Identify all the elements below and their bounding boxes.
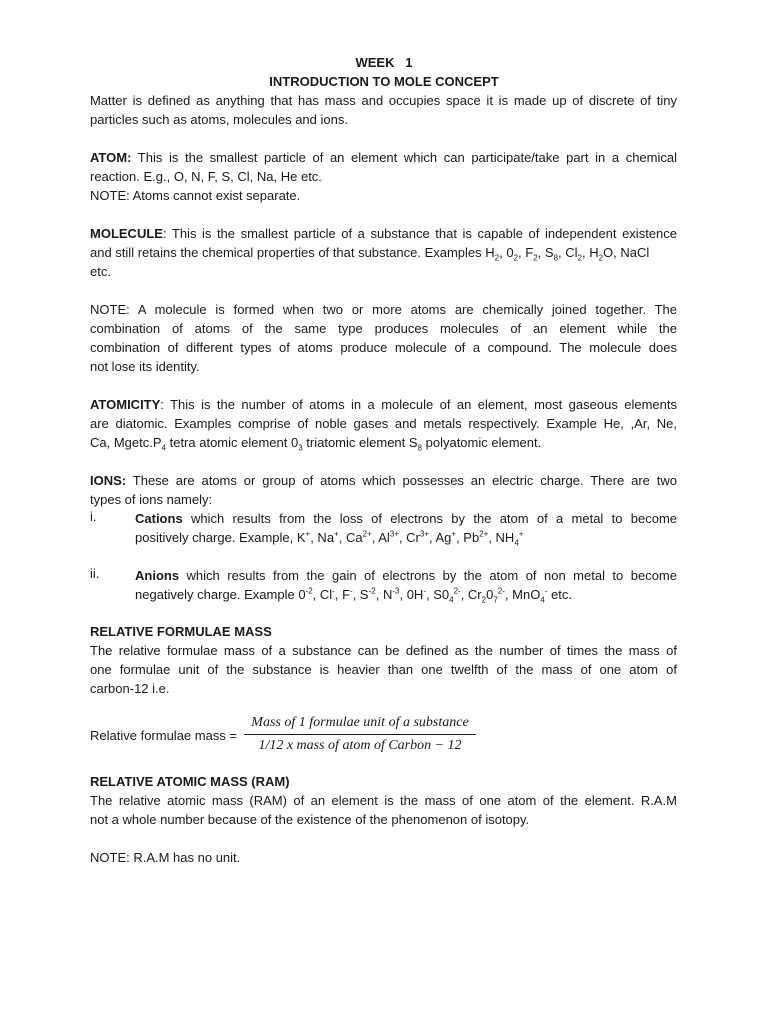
anions-line-2 <box>135 585 677 604</box>
molecule-line-1 <box>90 224 677 243</box>
subscript: 2 <box>577 253 582 263</box>
formula-part: , 0H <box>399 587 424 602</box>
atomicity-text: : This is the number of atoms in a molecule of an element, most gaseous elements <box>160 397 677 412</box>
ram-line-1: The relative atomic mass (RAM) of an element is the mass of one atom of the element. R.A.M <box>90 793 677 808</box>
note-line-3: combination of different types of atoms produce molecule of a compound. The molecule does <box>90 340 677 355</box>
subscript: 4 <box>161 443 166 453</box>
formula-part: , Pb <box>456 530 480 545</box>
list-numeral: i. <box>90 509 97 524</box>
anions-label: Anions <box>135 568 180 583</box>
superscript: 3+ <box>389 529 399 539</box>
cations-label: Cations <box>135 511 183 526</box>
formula-part: Ca, Mgetc.P <box>90 435 162 450</box>
subscript: 8 <box>553 253 559 263</box>
superscript: 3+ <box>419 529 429 539</box>
formula-fraction <box>244 713 476 756</box>
formula-part: , Cr <box>398 530 420 545</box>
molecule-line-2 <box>90 243 677 262</box>
molecule-line-3: etc. <box>90 264 111 279</box>
formula-part: , Ag <box>428 530 452 545</box>
molecule-text: : This is the smallest particle of a substance that is capable of independent existence <box>162 226 677 241</box>
formula-part: , NH <box>488 530 515 545</box>
formula-part: , Cl <box>312 587 333 602</box>
subscript: 7 <box>493 595 498 605</box>
superscript: 2+ <box>362 529 372 539</box>
cations-line-1 <box>135 509 677 528</box>
ions-text: These are atoms or group of atoms which possesses an electric charge. There are two <box>126 473 677 488</box>
anions-line-1 <box>135 566 677 585</box>
subscript: 2 <box>533 253 538 263</box>
rfm-heading: RELATIVE FORMULAE MASS <box>90 624 272 639</box>
formula-part: , Na <box>310 530 335 545</box>
superscript: + <box>334 529 339 539</box>
intro-line-2: particles such as atoms, molecules and ions. <box>90 112 348 127</box>
superscript: 2+ <box>479 529 489 539</box>
ions-line-2: types of ions namely: <box>90 492 213 507</box>
formula-part: O, NaCl <box>603 245 650 260</box>
subscript: 2 <box>481 595 487 605</box>
superscript: -2 <box>305 586 313 596</box>
atomicity-label: ATOMICITY <box>90 397 161 412</box>
formula-part: , N <box>375 587 393 602</box>
intro-line-1: Matter is defined as anything that has mass and occupies space it is made up of discrete of tiny <box>90 93 677 108</box>
atom-line-2: reaction. E.g., O, N, F, S, Cl, Na, He etc. <box>90 169 322 184</box>
note-line-2: combination of atoms of the same type produces molecules of an element while the <box>90 321 677 336</box>
formula-part: triatomic element S <box>302 435 418 450</box>
superscript: -2 <box>368 586 376 596</box>
atomicity-line-1 <box>90 395 677 414</box>
superscript: - <box>332 586 335 596</box>
formula-part: 0 <box>486 587 494 602</box>
formula-part: , Cl <box>558 245 578 260</box>
subscript: 2 <box>598 253 604 263</box>
rfm-line-2: one formulae unit of the substance is heavier than one twelfth of the mass of one atom of <box>90 662 677 677</box>
atom-label: ATOM: <box>90 150 132 165</box>
formula-part: etc. <box>547 587 573 602</box>
formula-part: negatively charge. Example 0 <box>135 587 306 602</box>
formula-part: , F <box>518 245 534 260</box>
molecule-label: MOLECULE <box>90 226 163 241</box>
subscript: 3 <box>298 443 303 453</box>
superscript: + <box>305 529 311 539</box>
ions-label: IONS: <box>90 473 127 488</box>
subscript: 4 <box>449 595 454 605</box>
atomicity-line-2: are diatomic. Examples comprise of noble gases and metals respectively. Example He, ,Ar, Ne, <box>90 416 677 431</box>
formula-numerator: Mass of 1 formulae unit of a substance <box>251 715 469 730</box>
ram-note: NOTE: R.A.M has no unit. <box>90 850 241 865</box>
formula-part: , F <box>334 587 351 602</box>
superscript: - <box>423 586 426 596</box>
formula-part: , Cr <box>460 587 482 602</box>
formula-denominator: 1/12 x mass of atom of Carbon − 12 <box>258 738 462 753</box>
subscript: 4 <box>514 538 519 548</box>
superscript: 2- <box>497 586 505 596</box>
atom-text: This is the smallest particle of an element which can participate/take part in a chemical <box>131 150 677 165</box>
formula-part: , H <box>581 245 599 260</box>
formula-part: tetra atomic element 0 <box>165 435 299 450</box>
cations-text: which results from the loss of electrons by the atom of a metal to become <box>182 511 677 526</box>
subscript: 8 <box>417 443 422 453</box>
formula-part: , Ca <box>338 530 363 545</box>
formula-part: , S <box>537 245 554 260</box>
fraction-bar <box>244 734 476 735</box>
superscript: + <box>518 529 524 539</box>
note-line-1: NOTE: A molecule is formed when two or more atoms are chemically joined together. The <box>90 302 677 317</box>
formula-part: polyatomic element. <box>422 435 542 450</box>
formula-label: Relative formulae mass = <box>90 728 238 743</box>
atom-note: NOTE: Atoms cannot exist separate. <box>90 188 301 203</box>
atomicity-line-3 <box>90 433 677 452</box>
formula-part: , 0 <box>499 245 514 260</box>
ram-line-2: not a whole number because of the existence of the phenomenon of isotopy. <box>90 812 530 827</box>
formula-part: , Al <box>371 530 390 545</box>
subscript: 2 <box>513 253 519 263</box>
note-line-4: not lose its identity. <box>90 359 200 374</box>
formula-part: , S0 <box>425 587 450 602</box>
atom-line-1 <box>90 148 677 167</box>
cations-line-2 <box>135 528 677 547</box>
formula-part: , MnO <box>504 587 541 602</box>
molecule-examples-text: and still retains the chemical properties of that substance. Examples H <box>90 245 495 260</box>
week-heading: WEEK 1 <box>355 55 413 70</box>
rfm-line-3: carbon-12 i.e. <box>90 681 170 696</box>
superscript: 2- <box>453 586 461 596</box>
subscript: 4 <box>540 595 545 605</box>
formula-part: positively charge. Example, K <box>135 530 306 545</box>
anions-text: which results from the gain of electrons by the atom of non metal to become <box>179 568 677 583</box>
ions-line-1 <box>90 471 677 490</box>
superscript: -3 <box>392 586 400 596</box>
ram-heading: RELATIVE ATOMIC MASS (RAM) <box>90 774 290 789</box>
superscript: + <box>451 529 457 539</box>
superscript: - <box>544 586 548 596</box>
superscript: - <box>350 586 353 596</box>
page-title: INTRODUCTION TO MOLE CONCEPT <box>269 74 499 89</box>
formula-part: , S <box>352 587 369 602</box>
list-numeral: ii. <box>90 566 100 581</box>
rfm-line-1: The relative formulae mass of a substance can be defined as the number of times the mass of <box>90 643 677 658</box>
subscript: 2 <box>494 253 500 263</box>
